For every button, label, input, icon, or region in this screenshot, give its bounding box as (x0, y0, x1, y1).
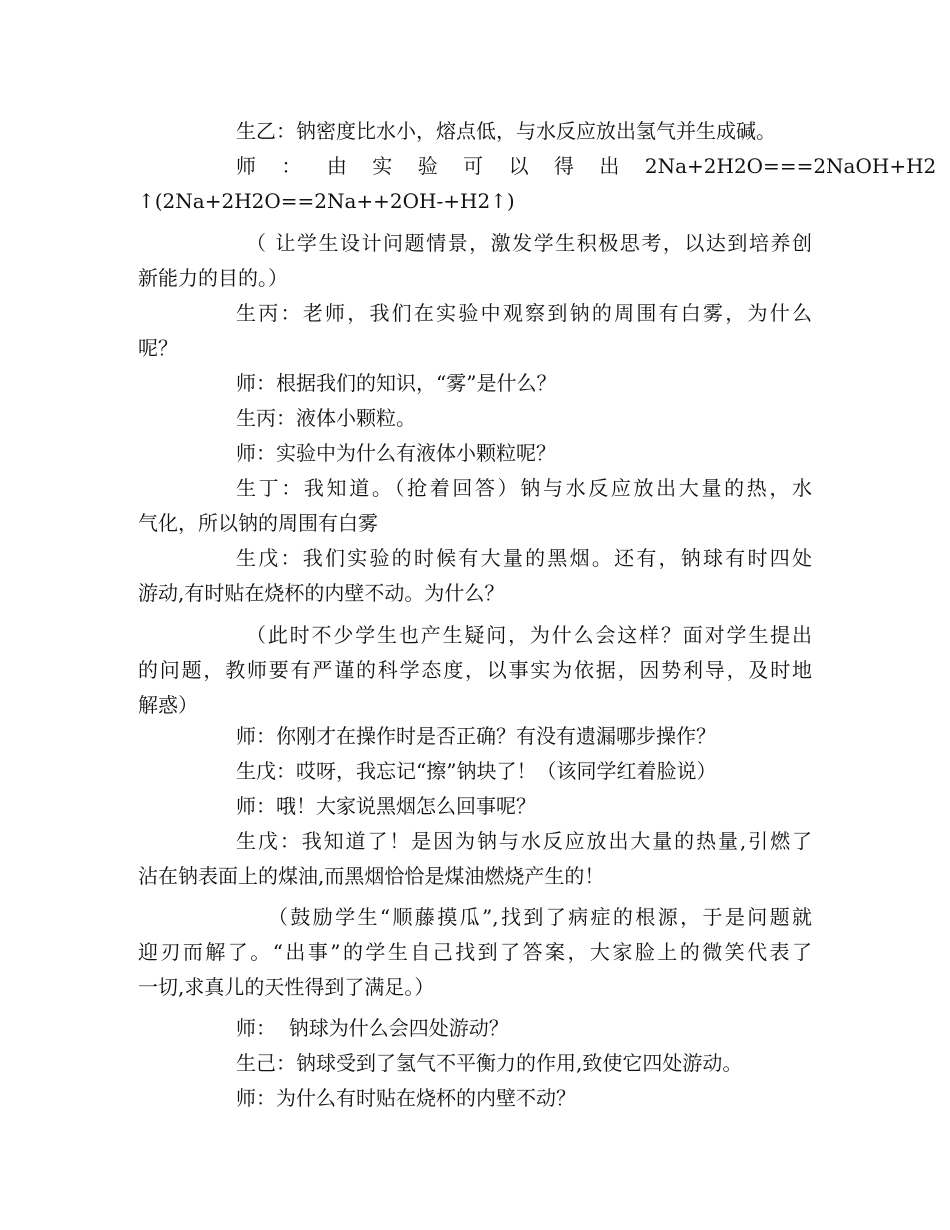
teaching-note: 新能力的目的。） (138, 266, 288, 290)
dialogue-line: 师：哦！大家说黑烟怎么回事呢？ (236, 794, 536, 818)
dialogue-line: 生丙：老师，我们在实验中观察到钠的周围有白雾，为什么 (236, 301, 812, 325)
dialogue-line: 生己：钠球受到了氢气不平衡力的作用,致使它四处游动。 (236, 1051, 743, 1075)
teaching-note: （鼓励学生“顺藤摸瓜”,找到了病症的根源，于是问题就 (268, 905, 812, 929)
dialogue-line: 师：实验中为什么有液体小颗粒呢？ (236, 441, 556, 465)
teaching-note: （ 让学生设计问题情景，激发学生积极思考，以达到培养创 (246, 231, 812, 255)
dialogue-line: 呢？ (138, 336, 178, 360)
dialogue-line: 气化，所以钠的周围有白雾 (138, 511, 378, 535)
dialogue-line: 生戊：我知道了！是因为钠与水反应放出大量的热量,引燃了 (236, 829, 812, 853)
equation-line: ↑(2Na+2H2O==2Na++2OH-+H2↑) (138, 189, 515, 213)
dialogue-line: 师：根据我们的知识，“雾”是什么？ (236, 371, 557, 395)
dialogue-line: 师：你刚才在操作时是否正确？有没有遗漏哪步操作？ (236, 724, 716, 748)
teaching-note: 迎刃而解了。“出事”的学生自己找到了答案，大家脸上的微笑代表了 (138, 940, 812, 964)
dialogue-line: 师：为什么有时贴在烧杯的内壁不动？ (236, 1086, 576, 1110)
teaching-note: 一切,求真儿的天性得到了满足。） (138, 975, 435, 999)
dialogue-line: 生戊：哎呀，我忘记“擦”钠块了！（该同学红着脸说） (236, 759, 717, 783)
teaching-note: （此时不少学生也产生疑问，为什么会这样？面对学生提出 (246, 623, 812, 647)
dialogue-line: 沾在钠表面上的煤油,而黑烟恰恰是煤油燃烧产生的！ (138, 864, 605, 888)
dialogue-line: 生戊：我们实验的时候有大量的黑烟。还有，钠球有时四处 (236, 546, 812, 570)
teaching-note: 的问题，教师要有严谨的科学态度，以事实为依据，因势利导，及时地 (138, 658, 812, 682)
dialogue-line: 师： 钠球为什么会四处游动？ (236, 1016, 509, 1040)
dialogue-line: 生丁：我知道。（抢着回答）钠与水反应放出大量的热，水 (236, 476, 812, 500)
dialogue-line: 生丙：液体小颗粒。 (236, 406, 416, 430)
dialogue-line: 生乙：钠密度比水小，熔点低，与水反应放出氢气并生成碱。 (236, 119, 776, 143)
dialogue-line: 师 ： 由 实 验 可 以 得 出 2Na+2H2O===2NaOH+H2 (236, 154, 937, 178)
teaching-note: 解惑） (138, 693, 198, 717)
dialogue-line: 游动,有时贴在烧杯的内壁不动。为什么？ (138, 581, 505, 605)
